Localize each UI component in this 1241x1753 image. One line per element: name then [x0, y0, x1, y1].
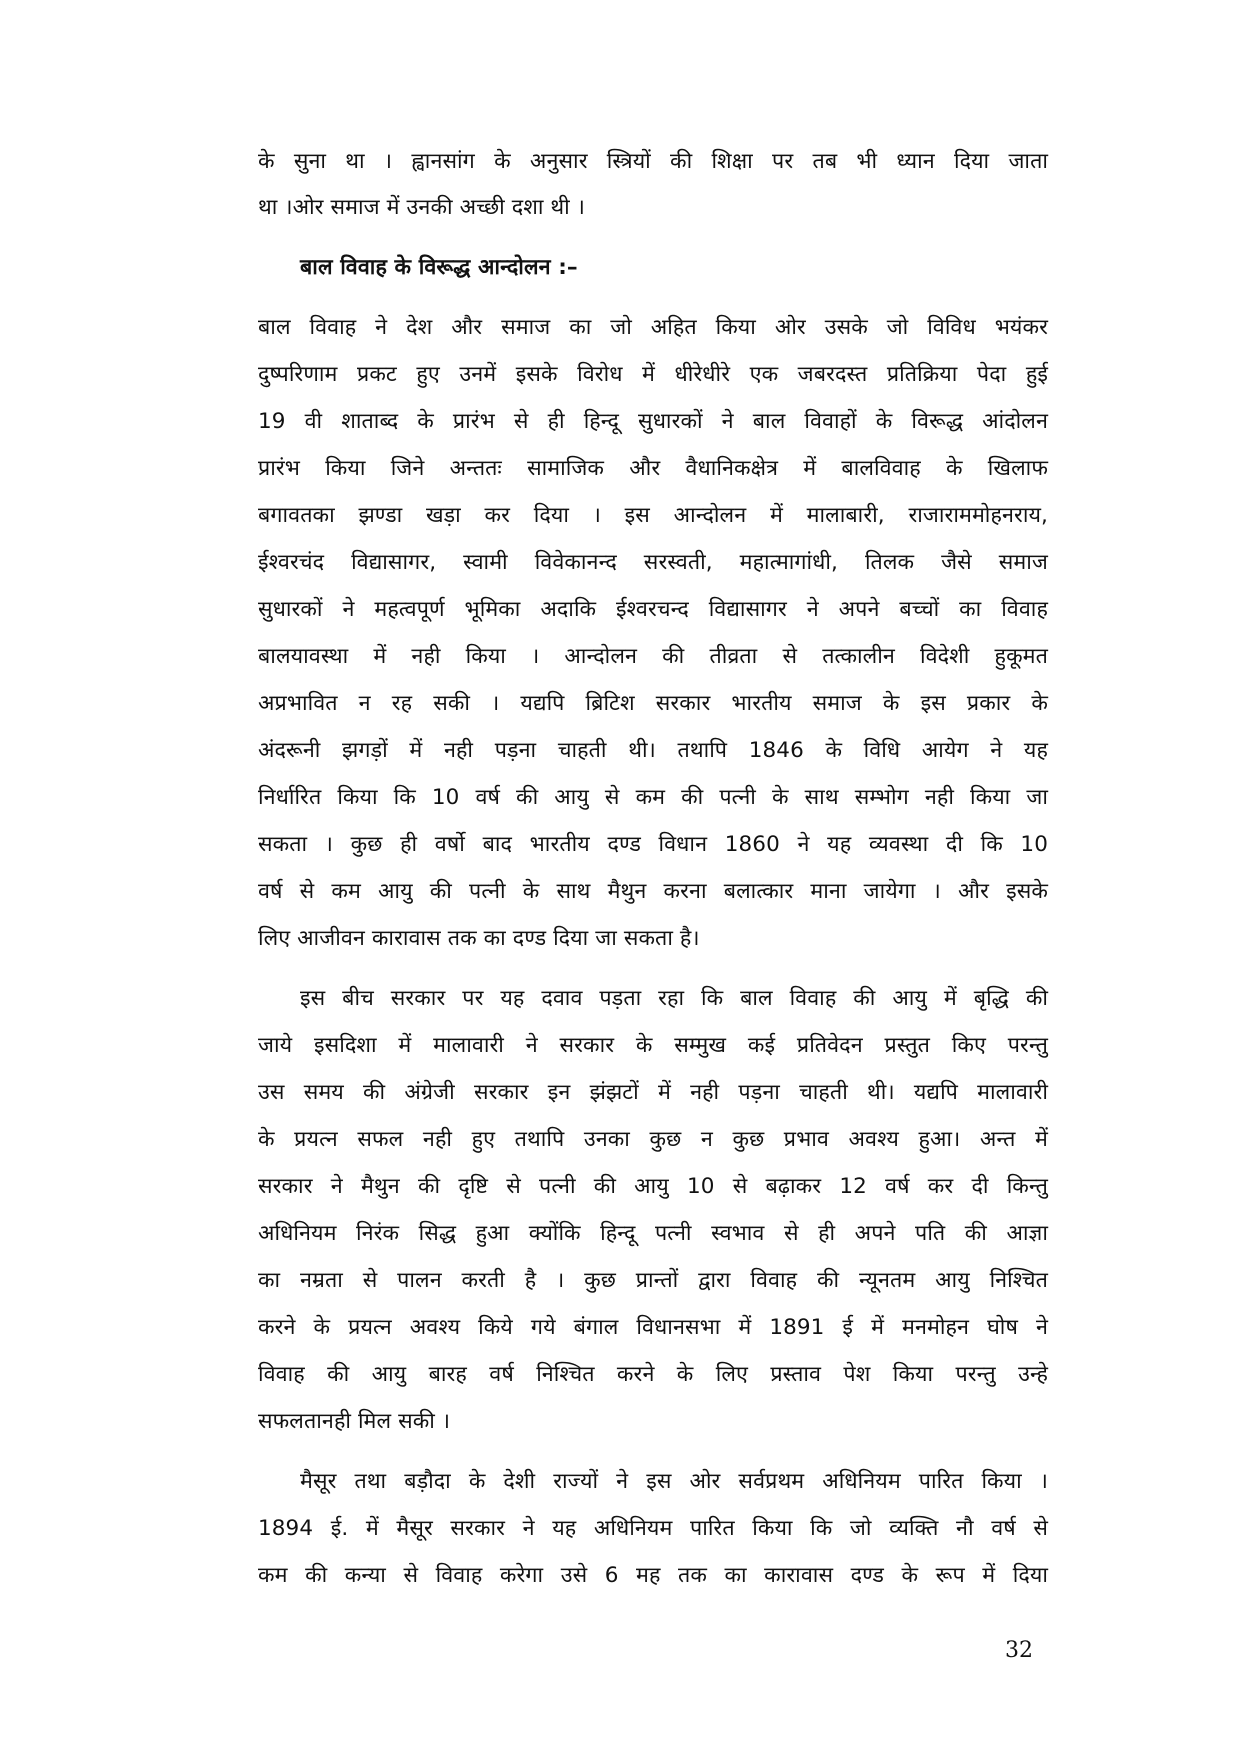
text-line: अप्रभावित न रह सकी । यद्यपि ब्रिटिश सरकार भारतीय समाज के इस प्रकार के	[258, 691, 1048, 716]
text-line: विवाह की आयु बारह वर्ष निश्चित करने के लिए प्रस्ताव पेश किया परन्तु उन्हे	[258, 1362, 1048, 1387]
text-line: के प्रयत्न सफल नही हुए तथापि उनका कुछ न कुछ प्रभाव अवश्य हुआ। अन्त में	[258, 1127, 1048, 1152]
text-line: बालयावस्था में नही किया । आन्दोलन की तीव्रता से तत्कालीन विदेशी हुकूमत	[258, 644, 1048, 669]
text-line: अधिनियम निरंक सिद्ध हुआ क्योंकि हिन्दू पत्नी स्वभाव से ही अपने पति की आज्ञा	[258, 1221, 1048, 1246]
text-line: उस समय की अंग्रेजी सरकार इन झंझटों में नही पड़ना चाहती थी। यद्यपि मालावारी	[258, 1080, 1048, 1105]
text-line: निर्धारित किया कि 10 वर्ष की आयु से कम की पत्नी के साथ सम्भोग नही किया जा	[258, 785, 1048, 810]
page-number: 32	[1005, 1638, 1033, 1663]
text-line: इस बीच सरकार पर यह दवाव पड़ता रहा कि बाल विवाह की आयु में बृद्धि की	[300, 986, 1048, 1011]
text-line: का नम्रता से पालन करती है । कुछ प्रान्तों द्वारा विवाह की न्यूनतम आयु निश्चित	[258, 1268, 1048, 1293]
text-line: मैसूर तथा बड़ौदा के देशी राज्यों ने इस ओर सर्वप्रथम अधिनियम पारित किया ।	[300, 1469, 1048, 1494]
text-line: था ।ओर समाज में उनकी अच्छी दशा थी ।	[258, 195, 586, 220]
text-line: प्रारंभ किया जिने अन्ततः सामाजिक और वैधानिकक्षेत्र में बालविवाह के खिलाफ	[258, 456, 1048, 481]
text-line: सफलतानही मिल सकी ।	[258, 1409, 451, 1434]
text-line: दुष्परिणाम प्रकट हुए उनमें इसके विरोध में धीरेधीरे एक जबरदस्त प्रतिक्रिया पेदा हुई	[258, 362, 1048, 387]
text-line: ईश्वरचंद विद्यासागर, स्वामी विवेकानन्द सरस्वती, महात्मागांधी, तिलक जैसे समाज	[258, 550, 1048, 575]
text-line: के सुना था । ह्वानसांग के अनुसार स्त्रियों की शिक्षा पर तब भी ध्यान दिया जाता	[258, 149, 1048, 174]
text-line: सरकार ने मैथुन की दृष्टि से पत्नी की आयु 10 से बढ़ाकर 12 वर्ष कर दी किन्तु	[258, 1174, 1048, 1199]
text-line: 19 वी शाताब्द के प्रारंभ से ही हिन्दू सुधारकों ने बाल विवाहों के विरूद्ध आंदोलन	[258, 409, 1048, 434]
text-line: कम की कन्या से विवाह करेगा उसे 6 मह तक का कारावास दण्ड के रूप में दिया	[258, 1563, 1048, 1588]
text-line: वर्ष से कम आयु की पत्नी के साथ मैथुन करना बलात्कार माना जायेगा । और इसके	[258, 879, 1048, 904]
section-heading: बाल विवाह के विरूद्ध आन्दोलन :–	[300, 255, 578, 280]
text-line: लिए आजीवन कारावास तक का दण्ड दिया जा सकता है।	[258, 926, 700, 951]
text-line: करने के प्रयत्न अवश्य किये गये बंगाल विधानसभा में 1891 ई में मनमोहन घोष ने	[258, 1315, 1048, 1340]
text-line: सकता । कुछ ही वर्षो बाद भारतीय दण्ड विधान 1860 ने यह व्यवस्था दी कि 10	[258, 832, 1048, 857]
text-line: बगावतका झण्डा खड़ा कर दिया । इस आन्दोलन में मालाबारी, राजाराममोहनराय,	[258, 503, 1048, 528]
text-line: सुधारकों ने महत्वपूर्ण भूमिका अदाकि ईश्वरचन्द विद्यासागर ने अपने बच्चों का विवाह	[258, 597, 1048, 622]
text-line: बाल विवाह ने देश और समाज का जो अहित किया ओर उसके जो विविध भयंकर	[258, 315, 1048, 340]
text-line: 1894 ई. में मैसूर सरकार ने यह अधिनियम पारित किया कि जो व्यक्ति नौ वर्ष से	[258, 1516, 1048, 1541]
text-line: अंदरूनी झगड़ों में नही पड़ना चाहती थी। तथापि 1846 के विधि आयेग ने यह	[258, 738, 1048, 763]
text-line: जाये इसदिशा में मालावारी ने सरकार के सम्मुख कई प्रतिवेदन प्रस्तुत किए परन्तु	[258, 1033, 1048, 1058]
